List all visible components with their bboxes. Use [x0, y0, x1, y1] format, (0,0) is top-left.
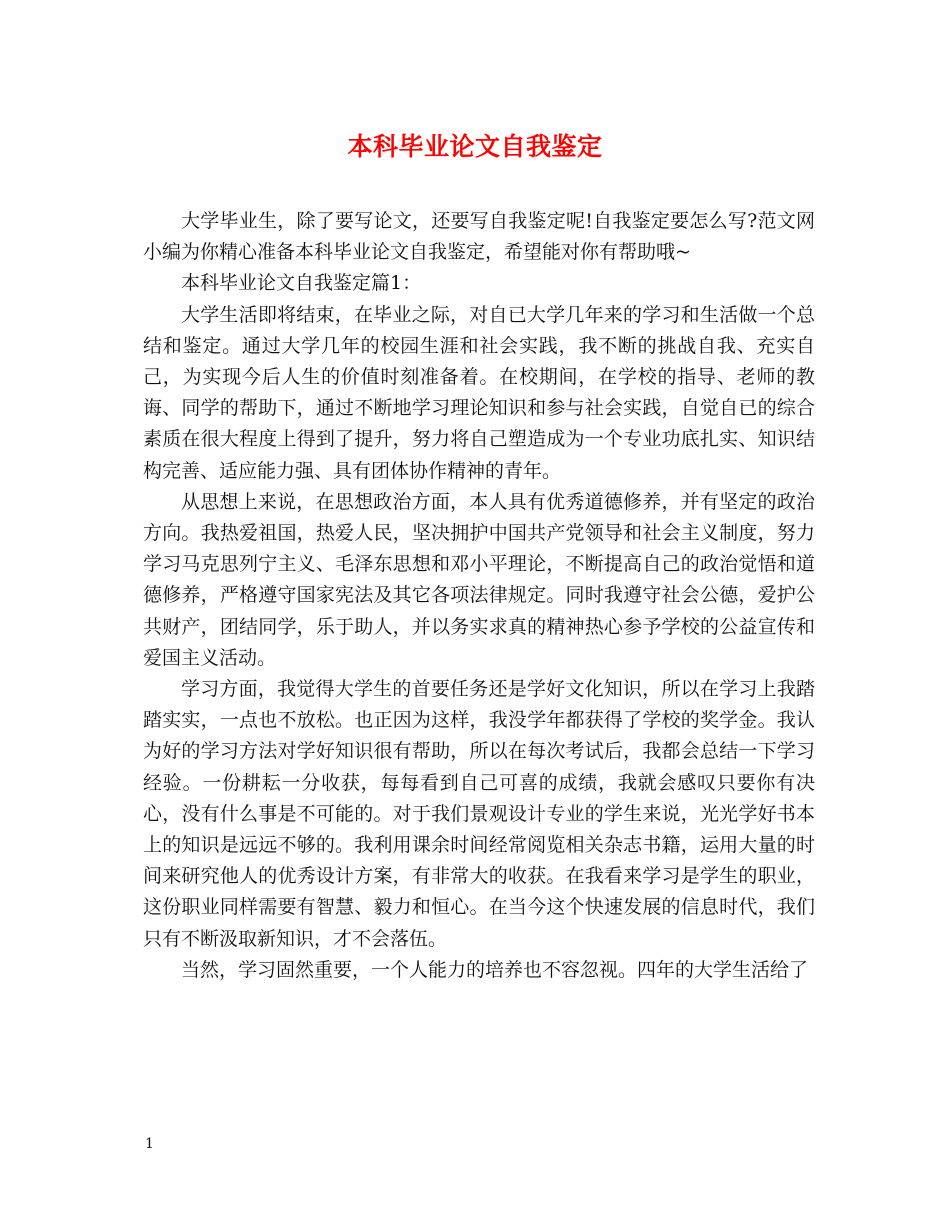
- document-body: [143, 206, 815, 986]
- paragraph-ability: 当然，学习固然重要，一个人能力的培养也不容忽视。四年的大学生活给了: [181, 958, 809, 981]
- paragraph-ideology: 从思想上来说，在思想政治方面，本人具有优秀道德修养，并有坚定的政治方向。我热爱祖国，热爱人民，坚决拥护中国共产党领导和社会主义制度，努力学习马克思列宁主义、毛泽东思想和邓小平理论，不断提高自己的政治觉悟和道德修养，严格遵守国家宪法及其它各项法律规定。同时我遵守社会公德，爱护公共财产，团结同学，乐于助人，并以务实求真的精神热心参予学校的公益宣传和爱国主义活动。: [143, 490, 815, 669]
- page-number: 1: [145, 1136, 154, 1152]
- paragraph-heading-part1: 本科毕业论文自我鉴定篇1：: [181, 272, 422, 295]
- document-title: 本科毕业论文自我鉴定: [347, 132, 603, 161]
- paragraph-intro: 大学毕业生，除了要写论文，还要写自我鉴定呢!自我鉴定要怎么写?范文网小编为你精心准备本科毕业论文自我鉴定，希望能对你有帮助哦~: [143, 210, 815, 264]
- paragraph-study: 学习方面，我觉得大学生的首要任务还是学好文化知识，所以在学习上我踏踏实实，一点也不放松。也正因为这样，我没学年都获得了学校的奖学金。我认为好的学习方法对学好知识很有帮助，所以在每次考试后，我都会总结一下学习经验。一份耕耘一分收获，每每看到自己可喜的成绩，我就会感叹只要你有决心，没有什么事是不可能的。对于我们景观设计专业的学生来说，光光学好书本上的知识是远远不够的。我利用课余时间经常阅览相关杂志书籍，运用大量的时间来研究他人的优秀设计方案，有非常大的收获。在我看来学习是学生的职业，这份职业同样需要有智慧、毅力和恒心。在当今这个快速发展的信息时代，我们只有不断汲取新知识，才不会落伍。: [143, 678, 815, 950]
- paragraph-college-life: 大学生活即将结束，在毕业之际，对自已大学几年来的学习和生活做一个总结和鉴定。通过大学几年的校园生涯和社会实践，我不断的挑战自我、充实自己，为实现今后人生的价值时刻准备着。在校期间，在学校的指导、老师的教诲、同学的帮助下，通过不断地学习理论知识和参与社会实践，自觉自已的综合素质在很大程度上得到了提升，努力将自己塑造成为一个专业功底扎实、知识结构完善、适应能力强、具有团体协作精神的青年。: [143, 303, 815, 482]
